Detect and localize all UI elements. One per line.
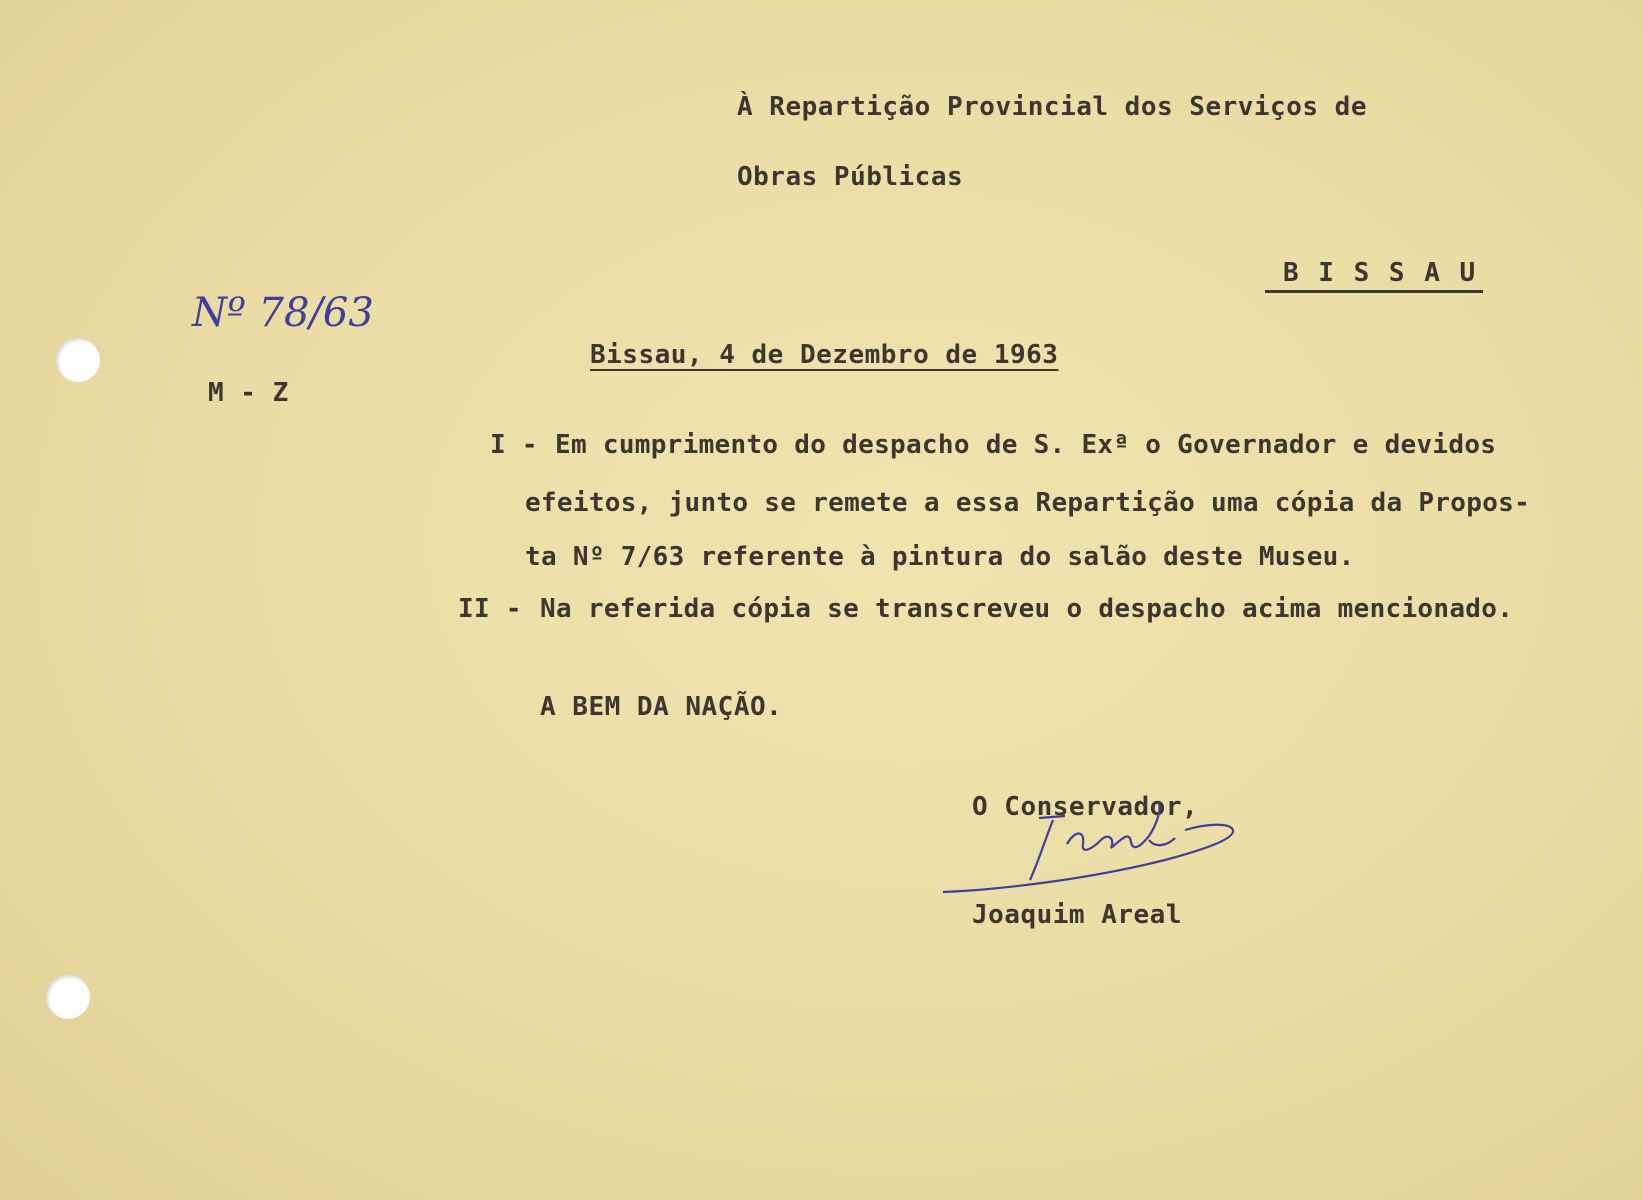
handwritten-signature xyxy=(935,800,1255,910)
signature-letter-stroke xyxy=(1030,804,1175,880)
item-1-line-1: Em cumprimento do despacho de S. Exª o Governador e devidos xyxy=(555,430,1497,460)
item-2-marker: II - xyxy=(458,594,522,624)
date-line: Bissau, 4 de Dezembro de 1963 xyxy=(590,340,1059,370)
handwritten-reference-number: Nº 78/63 xyxy=(192,290,374,336)
addressee-city: B I S S A U xyxy=(1283,258,1478,288)
signatory-name: Joaquim Areal xyxy=(972,900,1182,930)
item-1-line-3: ta Nº 7/63 referente à pintura do salão deste Museu. xyxy=(525,542,1355,572)
city-underline xyxy=(1265,290,1483,293)
signatory-title: O Conservador, xyxy=(972,792,1199,822)
item-2-line-1: Na referida cópia se transcreveu o despacho acima mencionado. xyxy=(540,594,1514,624)
reference-code: M - Z xyxy=(208,378,289,408)
item-1-line-2: efeitos, junto se remete a essa Repartição uma cópia da Propos- xyxy=(525,488,1531,518)
item-1-marker: I - xyxy=(490,430,538,460)
punch-hole-top xyxy=(56,338,100,382)
addressee-line-1: À Repartição Provincial dos Serviços de xyxy=(737,92,1367,122)
closing-salutation: A BEM DA NAÇÃO. xyxy=(540,692,783,722)
punch-hole-bottom xyxy=(46,975,90,1019)
signature-loop-stroke xyxy=(943,825,1233,892)
addressee-line-2: Obras Públicas xyxy=(737,162,964,192)
